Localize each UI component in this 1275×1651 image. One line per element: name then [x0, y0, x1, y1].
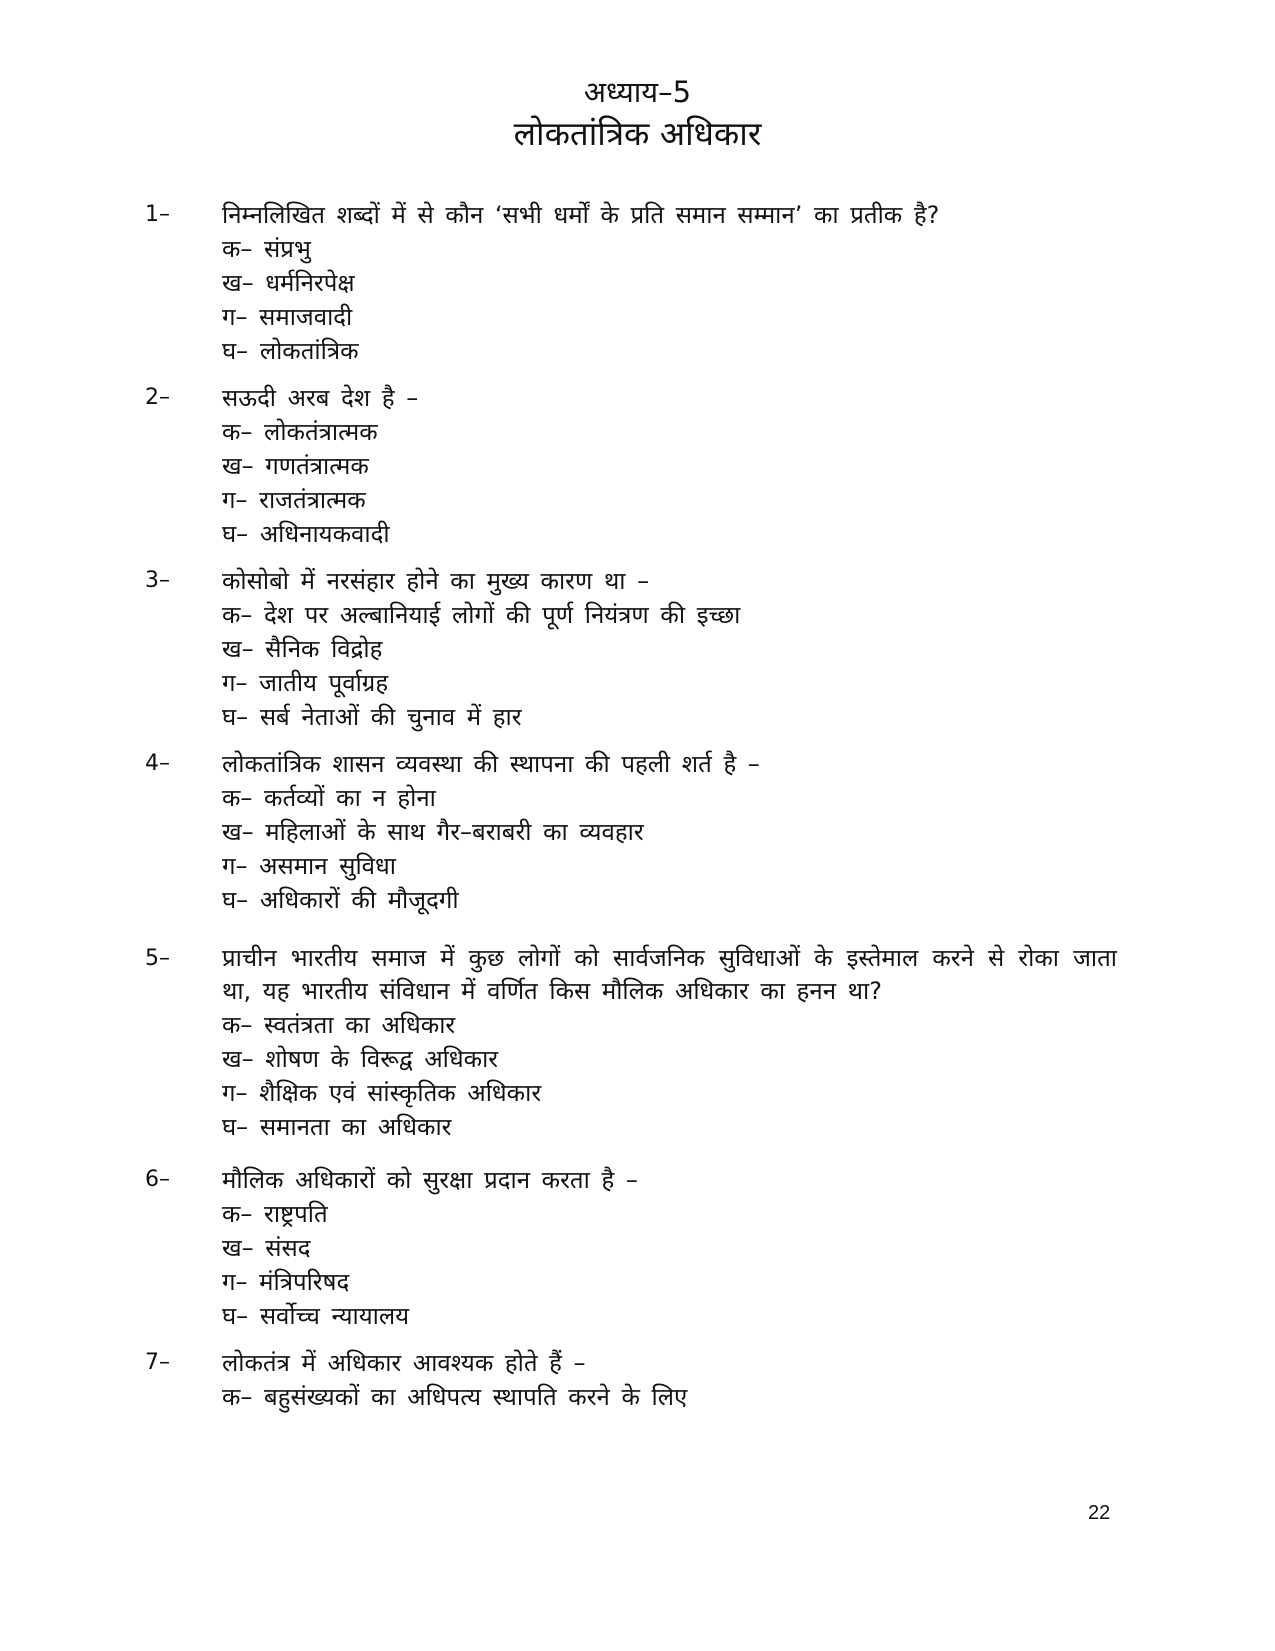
option-gha: घ– सर्वोच्च न्यायालय — [222, 1302, 410, 1330]
chapter-label: अध्याय–5 — [583, 75, 692, 109]
question-text: निम्नलिखित शब्दों में से कौन ‘सभी धर्मों के प्रति समान सम्मान’ का प्रतीक है? — [222, 201, 940, 229]
option-ka: क– देश पर अल्बानियाई लोगों की पूर्ण नियंत्रण की इच्छा — [222, 601, 741, 629]
option-kha: ख– गणतंत्रात्मक — [222, 452, 369, 480]
options-list — [222, 415, 1117, 551]
option-ka: क– संप्रभु — [222, 235, 311, 263]
options-list — [222, 1380, 1117, 1414]
option-ga: ग– समाजवादी — [222, 303, 353, 331]
question-number: 2– — [145, 385, 170, 410]
options-list — [222, 232, 1117, 368]
question-text: प्राचीन भारतीय समाज में कुछ लोगों को सार्वजनिक सुविधाओं के इस्तेमाल करने से रोका जाता था, यह भारतीय संविधान में वर्णित किस मौलिक अधिकार का हनन था? — [222, 944, 1117, 1005]
option-ka: क– स्वतंत्रता का अधिकार — [222, 1011, 456, 1039]
question-text: सऊदी अरब देश है – — [222, 384, 419, 412]
option-kha: ख– महिलाओं के साथ गैर–बराबरी का व्यवहार — [222, 818, 644, 846]
question-text: लोकतंत्र में अधिकार आवश्यक होते हैं – — [222, 1349, 586, 1377]
question-number: 6– — [145, 1167, 170, 1192]
page-number: 22 — [1088, 1502, 1111, 1524]
options-list — [222, 598, 1117, 734]
question-number: 5– — [145, 946, 170, 971]
question-text: कोसोबो में नरसंहार होने का मुख्य कारण था – — [222, 567, 650, 595]
options-list — [222, 1008, 1117, 1144]
question-text: लोकतांत्रिक शासन व्यवस्था की स्थापना की पहली शर्त है – — [222, 750, 760, 778]
option-ka: क– लोकतंत्रात्मक — [222, 418, 378, 446]
option-ka: क– राष्ट्रपति — [222, 1200, 328, 1228]
option-ka: क– कर्तव्यों का न होना — [222, 784, 436, 812]
option-gha: घ– लोकतांत्रिक — [222, 337, 359, 365]
question-number: 7– — [145, 1350, 170, 1375]
option-ga: ग– राजतंत्रात्मक — [222, 486, 366, 514]
option-gha: घ– अधिनायकवादी — [222, 520, 390, 548]
option-gha: घ– अधिकारों की मौजूदगी — [222, 886, 459, 914]
option-kha: ख– संसद — [222, 1234, 311, 1262]
question-number: 3– — [145, 568, 170, 593]
option-gha: घ– समानता का अधिकार — [222, 1113, 452, 1141]
option-gha: घ– सर्ब नेताओं की चुनाव में हार — [222, 703, 522, 731]
question-text: मौलिक अधिकारों को सुरक्षा प्रदान करता है – — [222, 1166, 638, 1194]
question-number: 4– — [145, 751, 170, 776]
question-number: 1– — [145, 202, 170, 227]
option-kha: ख– शोषण के विरूद्व अधिकार — [222, 1045, 499, 1073]
option-ga: ग– शैक्षिक एवं सांस्कृतिक अधिकार — [222, 1079, 542, 1107]
options-list — [222, 1197, 1117, 1333]
option-ga: ग– असमान सुविधा — [222, 852, 396, 880]
option-kha: ख– धर्मनिरपेक्ष — [222, 269, 355, 297]
chapter-title: लोकतांत्रिक अधिकार — [513, 114, 762, 153]
options-list — [222, 781, 1117, 917]
option-ga: ग– जातीय पूर्वाग्रह — [222, 669, 389, 697]
option-ga: ग– मंत्रिपरिषद — [222, 1268, 350, 1296]
option-kha: ख– सैनिक विद्रोह — [222, 635, 383, 663]
option-ka: क– बहुसंख्यकों का अधिपत्य स्थापति करने के लिए — [222, 1383, 688, 1411]
